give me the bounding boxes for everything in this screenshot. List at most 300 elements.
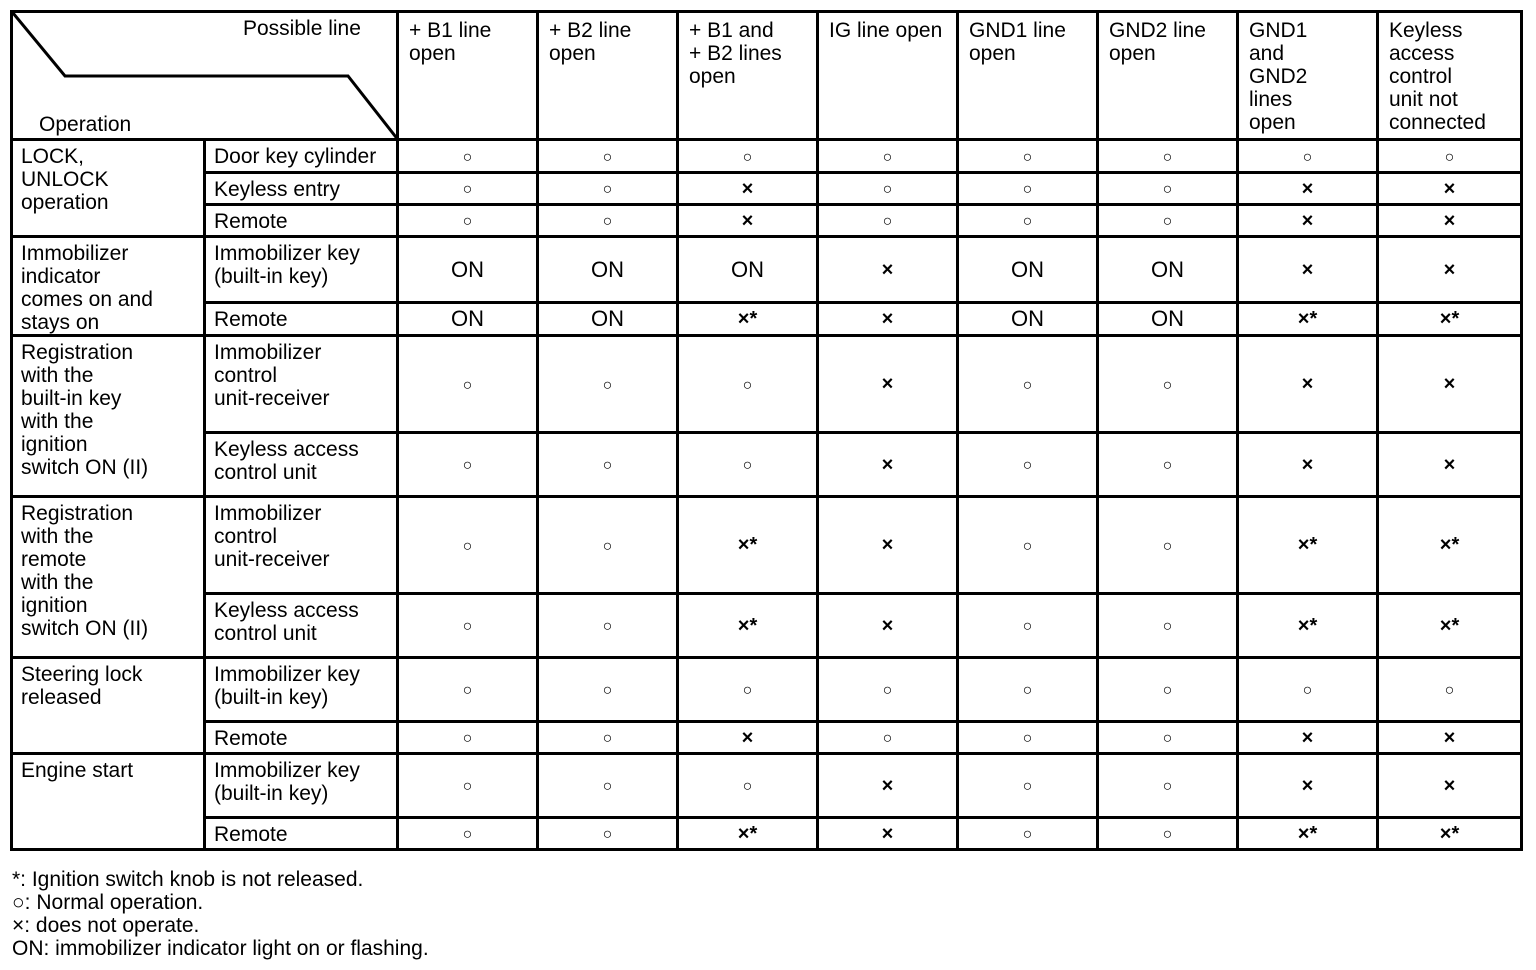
result-cell — [398, 303, 538, 336]
not-operate-mark: × — [1443, 258, 1456, 281]
result-cell — [818, 205, 958, 237]
method-line: control — [214, 364, 278, 387]
result-cell — [398, 173, 538, 205]
result-cell — [818, 594, 958, 658]
method-line: (built-in key) — [214, 686, 329, 709]
result-cell — [538, 594, 678, 658]
result-cell — [818, 497, 958, 594]
indicator-on-mark: ON — [1151, 256, 1184, 282]
result-cell — [398, 754, 538, 818]
result-cell — [1378, 754, 1522, 818]
category-line: Engine start — [21, 759, 134, 782]
category-line: Steering lock — [21, 663, 143, 686]
result-cell — [958, 818, 1098, 850]
normal-operation-mark: ○ — [602, 376, 613, 394]
category-line: with the — [21, 364, 94, 387]
result-cell — [538, 722, 678, 754]
result-cell — [398, 205, 538, 237]
normal-operation-mark: ○ — [742, 682, 753, 699]
result-cell — [678, 173, 818, 205]
not-operate-mark: × — [881, 774, 894, 797]
category-line: released — [21, 686, 102, 709]
method-line: Immobilizer key — [214, 663, 360, 686]
normal-operation-mark: ○ — [1022, 213, 1033, 230]
normal-operation-mark: ○ — [1162, 376, 1173, 394]
normal-operation-mark: ○ — [1444, 682, 1455, 699]
normal-operation-mark: ○ — [462, 778, 473, 795]
result-cell — [398, 237, 538, 303]
operation-category — [12, 754, 205, 850]
normal-operation-mark: ○ — [1022, 730, 1033, 747]
column-header-line: GND1 line — [969, 19, 1066, 42]
result-cell — [958, 722, 1098, 754]
result-cell — [678, 754, 818, 818]
normal-operation-mark: ○ — [602, 148, 613, 166]
result-cell — [818, 722, 958, 754]
result-cell — [958, 173, 1098, 205]
result-cell — [1238, 722, 1378, 754]
not-operate-mark: × — [1301, 373, 1314, 395]
method-line: Immobilizer — [214, 502, 322, 525]
normal-operation-mark: ○ — [1022, 682, 1033, 699]
table-row — [12, 173, 1522, 205]
normal-operation-mark: ○ — [462, 457, 473, 474]
result-cell — [1238, 336, 1378, 433]
result-cell — [1378, 173, 1522, 205]
category-line: remote — [21, 548, 87, 571]
normal-operation-mark: ○ — [602, 181, 613, 198]
normal-operation-mark: ○ — [462, 213, 473, 230]
column-header-line: access — [1389, 42, 1455, 65]
category-line: switch ON (II) — [21, 617, 149, 640]
normal-operation-mark: ○ — [882, 682, 893, 699]
result-cell — [538, 205, 678, 237]
column-header-7 — [1238, 12, 1378, 140]
operation-category — [12, 336, 205, 497]
normal-operation-mark: ○ — [1162, 730, 1173, 747]
category-line: operation — [21, 191, 109, 214]
column-header-line: + B2 line — [549, 19, 632, 42]
operation-label: Operation — [39, 113, 132, 136]
not-operate-mark: ×* — [1297, 308, 1318, 330]
not-operate-mark: × — [741, 726, 754, 749]
normal-operation-mark: ○ — [1444, 148, 1455, 166]
normal-operation-mark: ○ — [462, 376, 473, 394]
result-cell — [1378, 205, 1522, 237]
indicator-on-mark: ON — [451, 256, 484, 282]
operation-method — [205, 497, 398, 594]
not-operate-mark: × — [1301, 726, 1314, 749]
not-operate-mark: ×* — [1439, 614, 1460, 637]
result-cell — [1098, 818, 1238, 850]
table-row — [12, 205, 1522, 237]
diagnosis-table — [10, 10, 1523, 851]
method-line: control — [214, 525, 278, 548]
column-header-1 — [398, 12, 538, 140]
not-operate-mark: × — [741, 209, 754, 232]
column-header-line: open — [1109, 42, 1156, 65]
normal-operation-mark: ○ — [602, 682, 613, 699]
header-row — [12, 12, 1522, 140]
result-cell — [1378, 140, 1522, 173]
result-cell — [1238, 140, 1378, 173]
result-cell — [1238, 818, 1378, 850]
normal-operation-mark: ○ — [742, 778, 753, 795]
result-cell — [1098, 173, 1238, 205]
column-header-2 — [538, 12, 678, 140]
result-cell — [678, 336, 818, 433]
category-line: UNLOCK — [21, 168, 109, 191]
not-operate-mark: ×* — [737, 822, 758, 845]
normal-operation-mark: ○ — [882, 730, 893, 747]
result-cell — [818, 303, 958, 336]
result-cell — [1098, 722, 1238, 754]
normal-operation-mark: ○ — [1022, 376, 1033, 394]
table-row — [12, 303, 1522, 336]
column-header-line: and — [1249, 42, 1285, 65]
not-operate-mark: × — [881, 373, 894, 395]
normal-operation-mark: ○ — [1022, 181, 1033, 198]
result-cell — [818, 140, 958, 173]
normal-operation-mark: ○ — [742, 148, 753, 166]
normal-operation-mark: ○ — [1162, 682, 1173, 699]
result-cell — [958, 237, 1098, 303]
result-cell — [678, 818, 818, 850]
method-line: Remote — [214, 823, 288, 846]
result-cell — [538, 237, 678, 303]
method-line: Door key cylinder — [214, 145, 377, 168]
not-operate-mark: ×* — [1297, 822, 1318, 845]
not-operate-mark: × — [1443, 209, 1456, 232]
result-cell — [398, 433, 538, 497]
result-cell — [678, 594, 818, 658]
result-cell — [1378, 433, 1522, 497]
normal-operation-mark: ○ — [1162, 537, 1173, 555]
not-operate-mark: × — [1301, 774, 1314, 797]
not-operate-mark: × — [1443, 177, 1456, 200]
category-line: stays on — [21, 311, 100, 334]
operation-method — [205, 754, 398, 818]
result-cell — [958, 336, 1098, 433]
method-line: control unit — [214, 461, 317, 484]
result-cell — [1098, 336, 1238, 433]
result-cell — [1238, 754, 1378, 818]
normal-operation-mark: ○ — [1302, 148, 1313, 166]
result-cell — [818, 658, 958, 722]
result-cell — [1098, 140, 1238, 173]
note-circle: ○: Normal operation. — [12, 891, 204, 914]
column-header-line: lines — [1249, 88, 1293, 111]
result-cell — [678, 303, 818, 336]
column-header-line: IG line open — [829, 19, 943, 42]
column-header-line: open — [689, 65, 736, 88]
result-cell — [538, 658, 678, 722]
result-cell — [1098, 658, 1238, 722]
not-operate-mark: × — [881, 308, 894, 330]
table-row — [12, 594, 1522, 658]
result-cell — [1378, 594, 1522, 658]
indicator-on-mark: ON — [591, 256, 624, 282]
result-cell — [1098, 497, 1238, 594]
result-cell — [678, 433, 818, 497]
operation-category — [12, 658, 205, 754]
column-header-line: + B1 and — [689, 19, 774, 42]
not-operate-mark: × — [1301, 258, 1314, 281]
result-cell — [538, 818, 678, 850]
column-header-line: open — [409, 42, 456, 65]
result-cell — [958, 205, 1098, 237]
method-line: Keyless access — [214, 599, 359, 622]
column-header-5 — [958, 12, 1098, 140]
result-cell — [1378, 237, 1522, 303]
result-cell — [818, 173, 958, 205]
table-row — [12, 722, 1522, 754]
column-header-line: GND2 — [1249, 65, 1308, 88]
normal-operation-mark: ○ — [462, 148, 473, 166]
normal-operation-mark: ○ — [602, 730, 613, 747]
operation-method — [205, 140, 398, 173]
result-cell — [1098, 754, 1238, 818]
not-operate-mark: × — [1443, 726, 1456, 749]
not-operate-mark: ×* — [1439, 822, 1460, 845]
method-line: (built-in key) — [214, 782, 329, 805]
operation-method — [205, 433, 398, 497]
column-header-line: + B2 lines — [689, 42, 782, 65]
legend-notes — [12, 868, 429, 960]
table-row — [12, 754, 1522, 818]
column-header-8 — [1378, 12, 1522, 140]
column-header-line: open — [969, 42, 1016, 65]
result-cell — [1098, 594, 1238, 658]
category-line: comes on and — [21, 288, 153, 311]
result-cell — [398, 336, 538, 433]
column-header-line: control — [1389, 65, 1453, 88]
result-cell — [678, 237, 818, 303]
column-header-line: unit not — [1389, 88, 1458, 111]
result-cell — [958, 497, 1098, 594]
method-line: Remote — [214, 210, 288, 233]
normal-operation-mark: ○ — [742, 376, 753, 394]
normal-operation-mark: ○ — [462, 618, 473, 635]
result-cell — [1098, 205, 1238, 237]
not-operate-mark: × — [1301, 177, 1314, 200]
not-operate-mark: × — [741, 177, 754, 200]
column-header-line: open — [549, 42, 596, 65]
normal-operation-mark: ○ — [462, 682, 473, 699]
result-cell — [1378, 303, 1522, 336]
operation-category — [12, 497, 205, 658]
result-cell — [398, 658, 538, 722]
result-cell — [678, 497, 818, 594]
method-line: Immobilizer — [214, 341, 322, 364]
method-line: Remote — [214, 727, 288, 750]
table-row — [12, 818, 1522, 850]
normal-operation-mark: ○ — [1162, 826, 1173, 843]
normal-operation-mark: ○ — [882, 213, 893, 230]
corner-header-cell — [12, 12, 398, 140]
indicator-on-mark: ON — [451, 306, 484, 331]
normal-operation-mark: ○ — [1162, 778, 1173, 795]
not-operate-mark: × — [1301, 209, 1314, 232]
method-line: Immobilizer key — [214, 242, 360, 265]
note-on: ON: immobilizer indicator light on or flashing. — [12, 937, 429, 960]
not-operate-mark: ×* — [1439, 534, 1460, 556]
category-line: LOCK, — [21, 145, 85, 168]
column-header-line: open — [1249, 111, 1296, 134]
result-cell — [1098, 303, 1238, 336]
category-line: with the — [21, 571, 94, 594]
normal-operation-mark: ○ — [462, 181, 473, 198]
result-cell — [1238, 658, 1378, 722]
operation-method — [205, 205, 398, 237]
method-line: Remote — [214, 308, 288, 331]
result-cell — [678, 140, 818, 173]
category-line: Registration — [21, 341, 134, 364]
not-operate-mark: × — [1301, 453, 1314, 476]
result-cell — [958, 754, 1098, 818]
note-asterisk: *: Ignition switch knob is not released. — [12, 868, 364, 891]
indicator-on-mark: ON — [1151, 306, 1184, 331]
table-row — [12, 237, 1522, 303]
indicator-on-mark: ON — [1011, 306, 1044, 331]
not-operate-mark: × — [1443, 453, 1456, 476]
normal-operation-mark: ○ — [462, 730, 473, 747]
possible-line-label: Possible line — [243, 17, 361, 40]
operation-method — [205, 594, 398, 658]
normal-operation-mark: ○ — [602, 537, 613, 555]
result-cell — [1238, 173, 1378, 205]
not-operate-mark: × — [1443, 774, 1456, 797]
result-cell — [1098, 433, 1238, 497]
result-cell — [958, 303, 1098, 336]
result-cell — [1098, 237, 1238, 303]
result-cell — [1238, 205, 1378, 237]
result-cell — [818, 818, 958, 850]
normal-operation-mark: ○ — [1162, 213, 1173, 230]
result-cell — [1378, 722, 1522, 754]
result-cell — [1378, 336, 1522, 433]
operation-method — [205, 303, 398, 336]
method-line: (built-in key) — [214, 265, 329, 288]
normal-operation-mark: ○ — [742, 457, 753, 474]
operation-category — [12, 237, 205, 336]
category-line: switch ON (II) — [21, 456, 149, 479]
operation-method — [205, 658, 398, 722]
indicator-on-mark: ON — [1011, 256, 1044, 282]
result-cell — [538, 173, 678, 205]
method-line: unit-receiver — [214, 548, 330, 571]
not-operate-mark: × — [881, 822, 894, 845]
normal-operation-mark: ○ — [602, 618, 613, 635]
result-cell — [398, 818, 538, 850]
result-cell — [398, 594, 538, 658]
normal-operation-mark: ○ — [462, 537, 473, 555]
normal-operation-mark: ○ — [1022, 457, 1033, 474]
normal-operation-mark: ○ — [882, 148, 893, 166]
normal-operation-mark: ○ — [1022, 537, 1033, 555]
table-row — [12, 433, 1522, 497]
normal-operation-mark: ○ — [1022, 826, 1033, 843]
indicator-on-mark: ON — [591, 306, 624, 331]
table-row — [12, 336, 1522, 433]
column-header-4 — [818, 12, 958, 140]
normal-operation-mark: ○ — [602, 213, 613, 230]
indicator-on-mark: ON — [731, 256, 764, 282]
result-cell — [398, 140, 538, 173]
not-operate-mark: × — [881, 258, 894, 281]
normal-operation-mark: ○ — [1162, 457, 1173, 474]
result-cell — [678, 658, 818, 722]
category-line: Registration — [21, 502, 134, 525]
normal-operation-mark: ○ — [602, 826, 613, 843]
category-line: built-in key — [21, 387, 122, 410]
result-cell — [818, 237, 958, 303]
not-operate-mark: ×* — [1297, 614, 1318, 637]
result-cell — [958, 594, 1098, 658]
operation-method — [205, 722, 398, 754]
result-cell — [398, 497, 538, 594]
normal-operation-mark: ○ — [1162, 181, 1173, 198]
category-line: with the — [21, 525, 94, 548]
result-cell — [1238, 303, 1378, 336]
result-cell — [538, 497, 678, 594]
result-cell — [538, 303, 678, 336]
result-cell — [538, 754, 678, 818]
not-operate-mark: ×* — [737, 534, 758, 556]
column-header-line: GND1 — [1249, 19, 1308, 42]
result-cell — [1238, 433, 1378, 497]
operation-method — [205, 173, 398, 205]
table-row — [12, 658, 1522, 722]
normal-operation-mark: ○ — [1162, 618, 1173, 635]
column-header-line: connected — [1389, 111, 1486, 134]
column-header-line: Keyless — [1389, 19, 1463, 42]
result-cell — [958, 433, 1098, 497]
normal-operation-mark: ○ — [1302, 682, 1313, 699]
method-line: Keyless entry — [214, 178, 341, 201]
table-row — [12, 497, 1522, 594]
operation-method — [205, 237, 398, 303]
result-cell — [818, 433, 958, 497]
result-cell — [958, 140, 1098, 173]
method-line: control unit — [214, 622, 317, 645]
column-header-line: + B1 line — [409, 19, 492, 42]
result-cell — [1238, 237, 1378, 303]
result-cell — [818, 754, 958, 818]
result-cell — [538, 336, 678, 433]
result-cell — [1238, 497, 1378, 594]
result-cell — [678, 205, 818, 237]
not-operate-mark: × — [1443, 373, 1456, 395]
operation-category — [12, 140, 205, 237]
result-cell — [1378, 497, 1522, 594]
result-cell — [958, 658, 1098, 722]
table-body — [12, 140, 1522, 850]
category-line: Immobilizer — [21, 242, 129, 265]
category-line: ignition — [21, 433, 88, 456]
method-line: Keyless access — [214, 438, 359, 461]
category-line: with the — [21, 410, 94, 433]
result-cell — [1238, 594, 1378, 658]
result-cell — [818, 336, 958, 433]
column-header-6 — [1098, 12, 1238, 140]
table-row — [12, 140, 1522, 173]
normal-operation-mark: ○ — [1022, 618, 1033, 635]
result-cell — [1378, 658, 1522, 722]
not-operate-mark: ×* — [1297, 534, 1318, 556]
note-cross: ×: does not operate. — [12, 914, 200, 937]
not-operate-mark: ×* — [1439, 308, 1460, 330]
